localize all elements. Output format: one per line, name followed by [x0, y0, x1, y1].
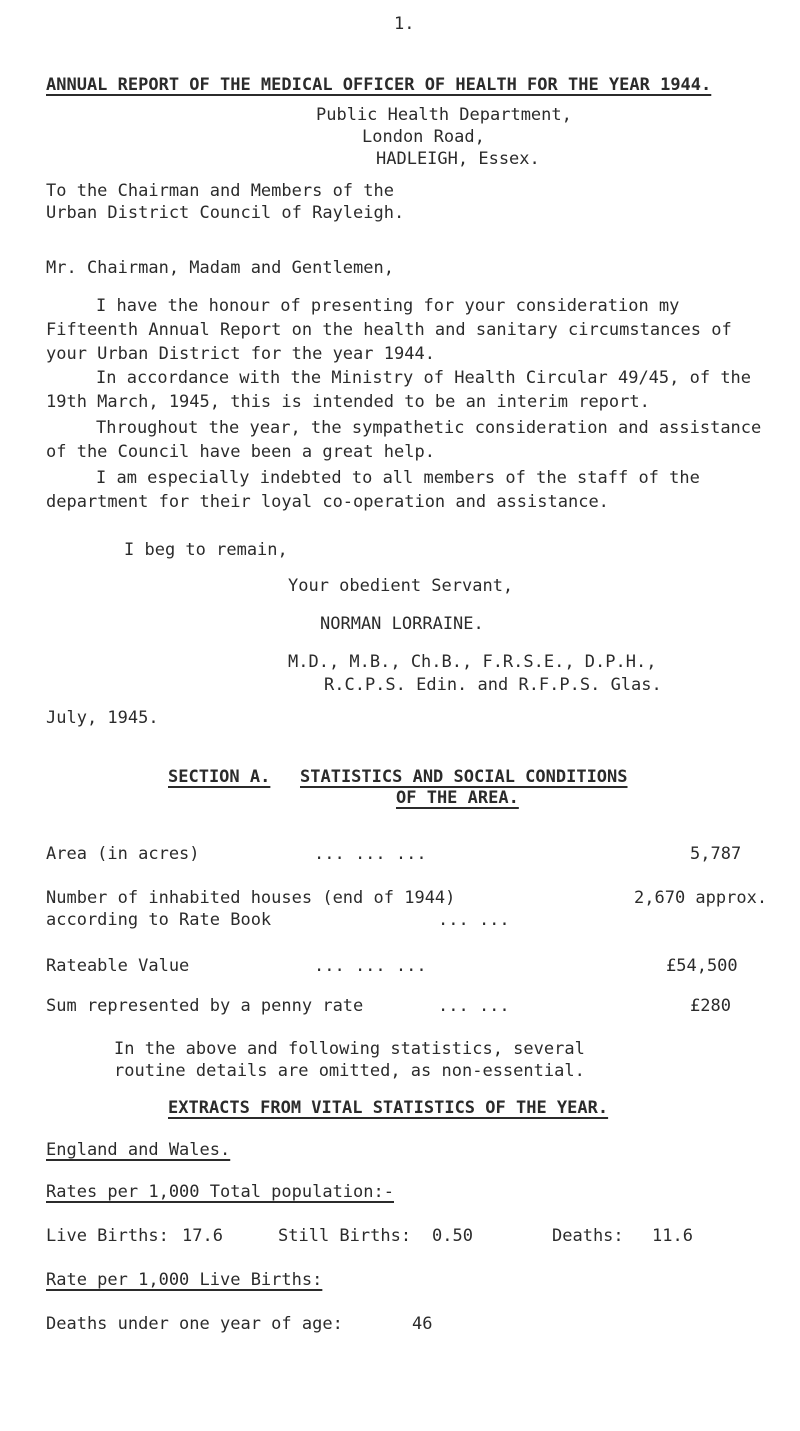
section-title: STATISTICS AND SOCIAL CONDITIONS — [300, 767, 628, 787]
paragraph: I have the honour of presenting for your consideration my Fifteenth Annual Report on the health and sanitary circumstances of your Urban District for the year 1944. — [46, 296, 732, 364]
address-block — [316, 104, 572, 170]
stat-label: Rateable Value — [46, 956, 190, 976]
servant-line: Your obedient Servant, — [288, 576, 514, 596]
stat-dots: ... ... — [438, 910, 510, 930]
stat-value: £280 — [690, 996, 731, 1016]
address-line: Public Health Department, — [316, 105, 572, 125]
live-births-value: 17.6 — [182, 1226, 223, 1246]
still-births-label: Still Births: — [278, 1226, 412, 1246]
stat-label-continued: according to Rate Book — [46, 910, 272, 930]
address-line: London Road, — [362, 127, 485, 147]
report-date: July, 1945. — [46, 708, 159, 728]
stat-label: Sum represented by a penny rate — [46, 996, 364, 1016]
stat-dots: ... ... — [438, 996, 510, 1016]
address-line: HADLEIGH, Essex. — [376, 149, 540, 169]
recipient-line: Urban District Council of Rayleigh. — [46, 203, 405, 223]
stat-value: 2,670 approx. — [634, 888, 768, 908]
report-title: ANNUAL REPORT OF THE MEDICAL OFFICER OF HEALTH FOR THE YEAR 1944. — [46, 75, 712, 95]
salutation: Mr. Chairman, Madam and Gentlemen, — [46, 258, 394, 278]
stat-value: £54,500 — [666, 956, 738, 976]
region-heading: England and Wales. — [46, 1140, 231, 1160]
stat-dots: ... ... ... — [314, 844, 427, 864]
signature-name: NORMAN LORRAINE. — [320, 614, 484, 634]
recipient-block — [46, 180, 404, 224]
deaths-value: 11.6 — [652, 1226, 693, 1246]
qualification-line: M.D., M.B., Ch.B., F.R.S.E., D.P.H., — [288, 652, 657, 672]
stat-label: Area (in acres) — [46, 844, 200, 864]
infant-deaths-value: 46 — [412, 1314, 433, 1334]
paragraph: In accordance with the Ministry of Health Circular 49/45, of the 19th March, 1945, this is intended to be an interim report. — [46, 368, 752, 412]
section-title-line2: OF THE AREA. — [396, 788, 519, 808]
recipient-line: To the Chairman and Members of the — [46, 181, 394, 201]
rate-per-live-births-heading: Rate per 1,000 Live Births: — [46, 1270, 323, 1290]
stat-dots: ... ... ... — [314, 956, 427, 976]
qualifications — [288, 651, 662, 697]
section-label: SECTION A. — [168, 767, 271, 787]
rates-heading: Rates per 1,000 Total population:- — [46, 1182, 394, 1202]
live-births-label: Live Births: — [46, 1226, 169, 1246]
qualification-line: R.C.P.S. Edin. and R.F.P.S. Glas. — [324, 675, 662, 695]
page-number: 1. — [394, 14, 415, 34]
deaths-label: Deaths: — [552, 1226, 624, 1246]
still-births-value: 0.50 — [432, 1226, 473, 1246]
closing: I beg to remain, — [124, 540, 288, 560]
paragraph: Throughout the year, the sympathetic consideration and assistance of the Council have been a great help. — [46, 418, 762, 462]
infant-deaths-label: Deaths under one year of age: — [46, 1314, 343, 1334]
omission-note: In the above and following statistics, several routine details are omitted, as non-essential. — [114, 1039, 585, 1081]
paragraph: I am especially indebted to all members of the staff of the department for their loyal co-operation and assistance. — [46, 468, 700, 512]
stat-value: 5,787 — [690, 844, 742, 864]
stat-label: Number of inhabited houses (end of 1944) — [46, 888, 456, 908]
vital-statistics-heading: EXTRACTS FROM VITAL STATISTICS OF THE YEAR. — [168, 1098, 609, 1118]
